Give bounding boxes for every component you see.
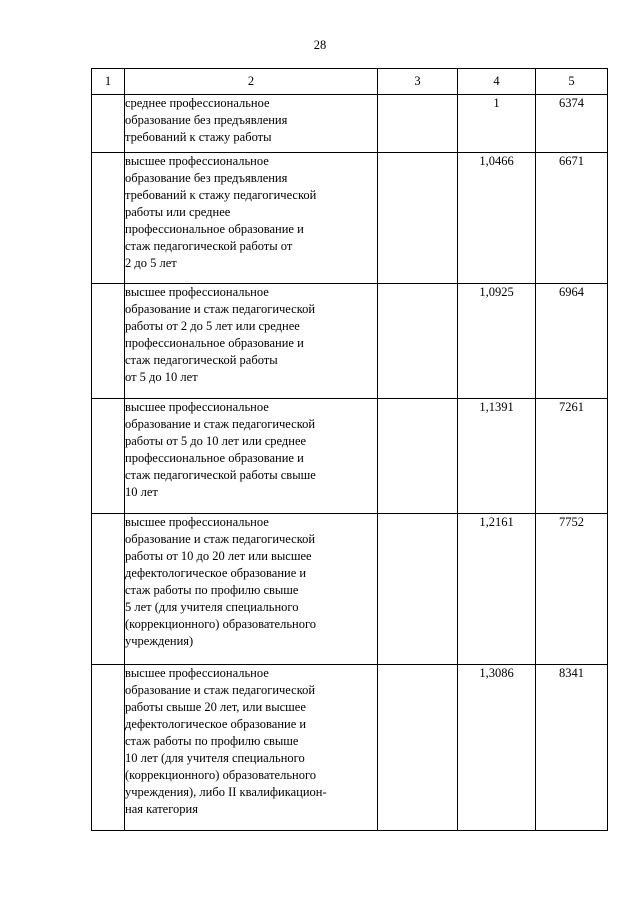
- coefficient-cell: 1: [458, 95, 536, 153]
- column-3-cell: [378, 665, 458, 831]
- qualification-text-line: работы от 2 до 5 лет или среднее: [125, 319, 300, 333]
- qualification-cell: [125, 284, 378, 399]
- qualification-text-line: (коррекционного) образовательного: [125, 617, 317, 631]
- qualification-text-line: высшее профессиональное: [125, 666, 269, 680]
- row-index-cell: [92, 95, 125, 153]
- qualification-text-line: учреждения): [125, 634, 194, 648]
- column-3-cell: [378, 514, 458, 665]
- table-row: [92, 284, 608, 399]
- qualification-text-line: высшее профессиональное: [125, 154, 269, 168]
- qualification-text-line: образование и стаж педагогической: [125, 532, 316, 546]
- qualification-cell: [125, 399, 378, 514]
- qualification-text-line: профессиональное образование и: [125, 451, 304, 465]
- column-header: 4: [458, 69, 536, 95]
- qualification-text-line: стаж педагогической работы от: [125, 239, 293, 253]
- coefficient-cell: 1,3086: [458, 665, 536, 831]
- page-number: 28: [313, 38, 327, 52]
- qualification-text-line: ная категория: [125, 802, 198, 816]
- qualification-text-line: 5 лет (для учителя специального: [125, 600, 299, 614]
- qualification-text-line: работы свыше 20 лет, или высшее: [125, 700, 306, 714]
- qualification-text-line: стаж педагогической работы: [125, 353, 278, 367]
- qualification-text-line: стаж педагогической работы свыше: [125, 468, 316, 482]
- qualification-text-line: образование и стаж педагогической: [125, 302, 316, 316]
- qualification-text-line: стаж работы по профилю свыше: [125, 734, 299, 748]
- qualification-text-line: стаж работы по профилю свыше: [125, 583, 299, 597]
- salary-cell: 7752: [536, 514, 608, 665]
- qualification-text-line: требований к стажу работы: [125, 130, 272, 144]
- column-header: 5: [536, 69, 608, 95]
- qualification-text-line: работы от 10 до 20 лет или высшее: [125, 549, 312, 563]
- qualification-text-line: 10 лет: [125, 485, 158, 499]
- qualification-text-line: (коррекционного) образовательного: [125, 768, 317, 782]
- row-index-cell: [92, 284, 125, 399]
- qualification-text-line: высшее профессиональное: [125, 285, 269, 299]
- coefficient-cell: 1,1391: [458, 399, 536, 514]
- qualification-cell: [125, 95, 378, 153]
- row-index-cell: [92, 399, 125, 514]
- table-row: [92, 95, 608, 153]
- qualification-text-line: дефектологическое образование и: [125, 566, 307, 580]
- qualification-text-line: образование и стаж педагогической: [125, 417, 316, 431]
- column-3-cell: [378, 399, 458, 514]
- coefficient-cell: 1,0925: [458, 284, 536, 399]
- qualification-text-line: требований к стажу педагогической: [125, 188, 317, 202]
- column-header: 3: [378, 69, 458, 95]
- table-row: [92, 399, 608, 514]
- qualification-text-line: учреждения), либо II квалификацион-: [125, 785, 327, 799]
- qualification-text-line: образование без предъявления: [125, 171, 288, 185]
- qualification-text-line: профессиональное образование и: [125, 222, 304, 236]
- row-index-cell: [92, 665, 125, 831]
- column-3-cell: [378, 95, 458, 153]
- column-3-cell: [378, 284, 458, 399]
- column-header: 1: [92, 69, 125, 95]
- qualification-text-line: дефектологическое образование и: [125, 717, 307, 731]
- salary-cell: 6374: [536, 95, 608, 153]
- salary-cell: 8341: [536, 665, 608, 831]
- table-row: [92, 665, 608, 831]
- column-3-cell: [378, 153, 458, 284]
- qualification-text-line: профессиональное образование и: [125, 336, 304, 350]
- qualification-text-line: от 5 до 10 лет: [125, 370, 198, 384]
- qualification-text-line: работы от 5 до 10 лет или среднее: [125, 434, 307, 448]
- qualification-text-line: высшее профессиональное: [125, 400, 269, 414]
- qualification-text-line: образование и стаж педагогической: [125, 683, 316, 697]
- salary-cell: 6671: [536, 153, 608, 284]
- qualification-text-line: среднее профессиональное: [125, 96, 270, 110]
- salary-table: [91, 68, 608, 831]
- column-header: 2: [125, 69, 378, 95]
- qualification-cell: [125, 153, 378, 284]
- table-header-row: [92, 69, 608, 95]
- qualification-text-line: высшее профессиональное: [125, 515, 269, 529]
- qualification-text-line: 2 до 5 лет: [125, 256, 177, 270]
- salary-cell: 6964: [536, 284, 608, 399]
- qualification-cell: [125, 665, 378, 831]
- row-index-cell: [92, 514, 125, 665]
- table-row: [92, 153, 608, 284]
- coefficient-cell: 1,0466: [458, 153, 536, 284]
- row-index-cell: [92, 153, 125, 284]
- qualification-cell: [125, 514, 378, 665]
- qualification-text-line: образование без предъявления: [125, 113, 288, 127]
- table-row: [92, 514, 608, 665]
- coefficient-cell: 1,2161: [458, 514, 536, 665]
- salary-cell: 7261: [536, 399, 608, 514]
- qualification-text-line: работы или среднее: [125, 205, 231, 219]
- qualification-text-line: 10 лет (для учителя специального: [125, 751, 305, 765]
